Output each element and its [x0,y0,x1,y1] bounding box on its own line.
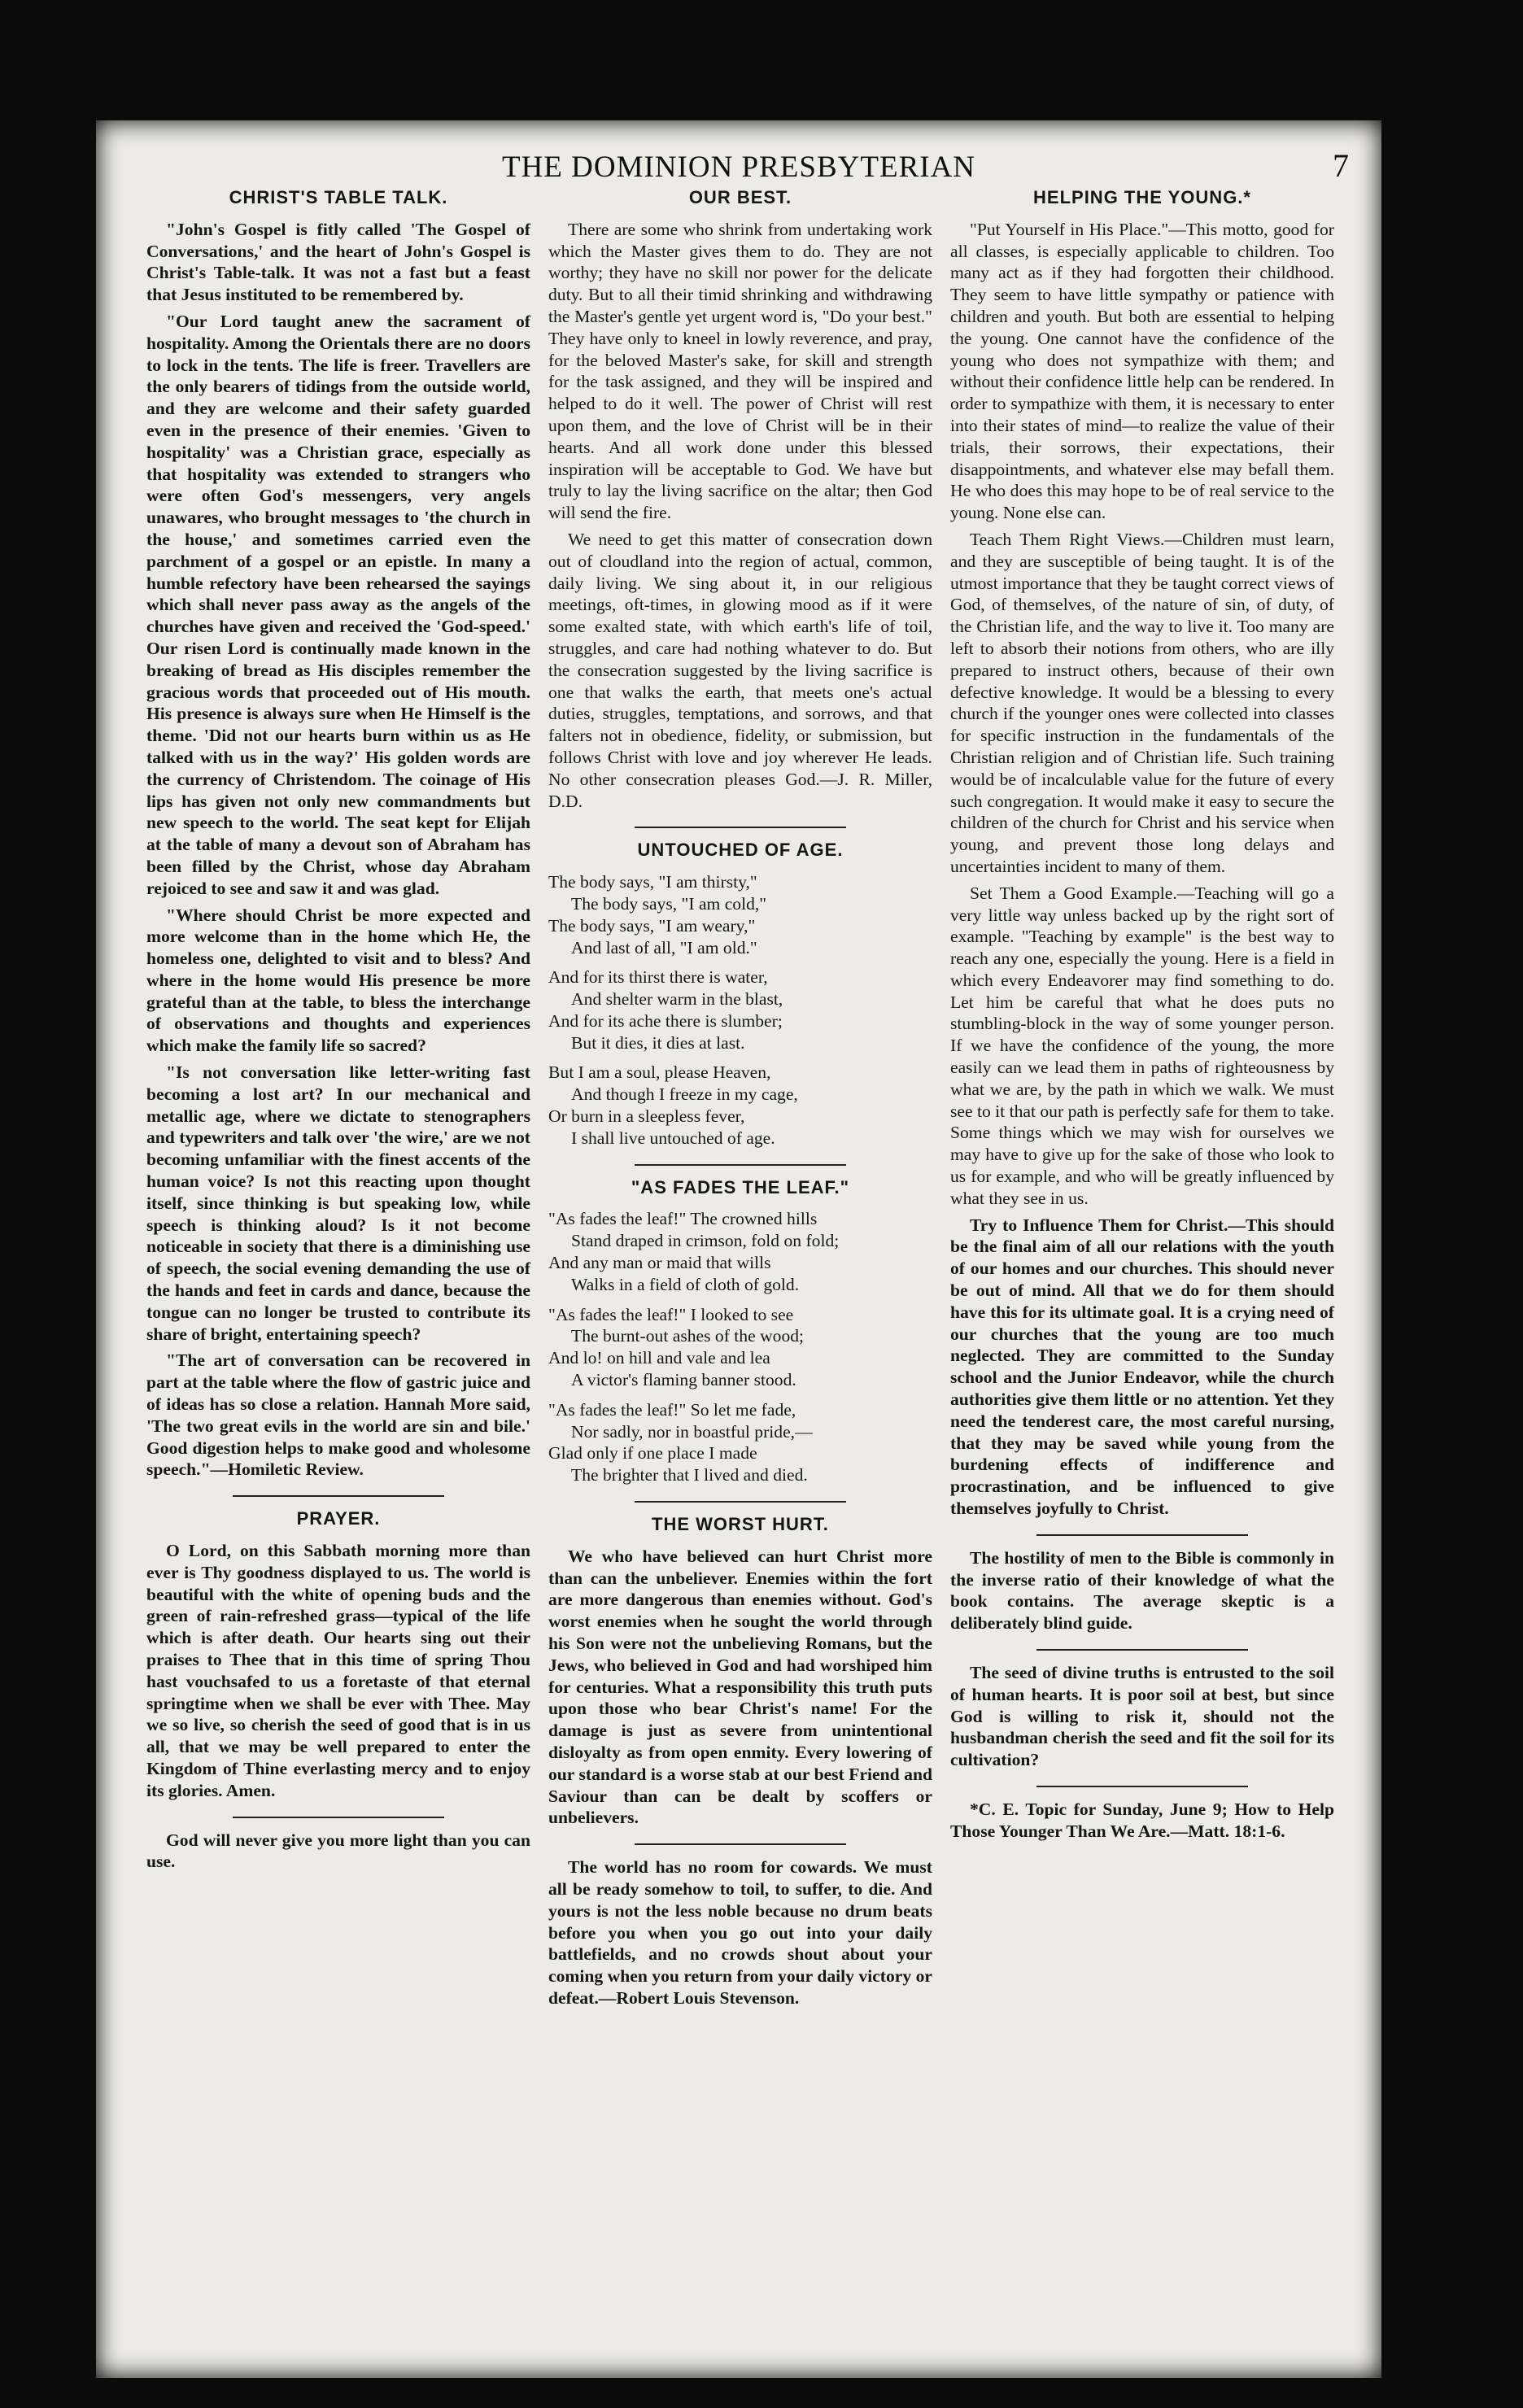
poem-line: And shelter warm in the blast, [571,989,783,1010]
article-paragraph: "John's Gospel is fitly called 'The Gospel of Conversations,' and the heart of John's Gospel is Christ's Table-talk. It was not a fast but a feast that Jesus instituted to be remembered by. [146,219,530,305]
poem-stanza [548,1062,932,1149]
poem-line: And any man or maid that wills [548,1253,771,1273]
poem-line: And last of all, "I am old." [571,937,757,958]
article-heading: OUR BEST. [688,187,792,207]
poem-line: And lo! on hill and vale and lea [548,1348,770,1368]
footnote: *C. E. Topic for Sunday, June 9; How to Help Those Younger Than We Are.—Matt. 18:1-6. [950,1799,1334,1841]
masthead [96,132,1381,184]
poem-line: Or burn in a sleepless fever, [548,1106,745,1127]
article-heading: HELPING THE YOUNG.* [1033,187,1251,207]
filler-paragraph: The seed of divine truths is entrusted to the soil of human hearts. It is poor soil at best, but since God is willing to risk it, should not the husbandman cherish the seed and fit the soil for its cultivation? [950,1663,1334,1770]
article-heading: THE WORST HURT. [652,1514,829,1535]
divider [233,1817,444,1818]
poem-stanza [548,1304,932,1391]
poem-line: The brighter that I lived and died. [571,1465,808,1485]
article-paragraph: "Put Yourself in His Place."—This motto, good for all classes, is especially applicable to children. Too many act as if they had forgotten their childhood. They seem to have little sympathy or patience with children and youth. But both are essential to helping the young. One cannot have the confidence of the young who does not sympathize with them; and without their confidence little help can be rendered. In order to sympathize with them, it is necessary to enter into their states of mind—to realize the value of their trials, their sorrows, their expectations, their disappointments, and whatever else may befall them. He who does this may hope to be of real service to the young. None else can. [950,219,1334,523]
poem-stanza [548,871,932,958]
poem-line: The burnt-out ashes of the wood; [571,1326,805,1346]
article-paragraph: We need to get this matter of consecration down out of cloudland into the region of actual, common, daily living. We sing about it, in our religious meetings, oft-times, in glowing mood as if it were some exalted state, with which earth's life of toil, struggles, and care had nothing whatever to do. But the consecration suggested by the living sacrifice is one that walks the earth, that meets one's actual duties, struggles, temptations, and sorrows, and that falters not in obedience, fidelity, or submission, but follows Christ with love and joy wherever He leads. No other consecration pleases God.—J. R. Miller, D.D. [548,529,932,811]
poem [548,871,932,1149]
article-paragraph: "The art of conversation can be recovered in part at the table where the flow of gastric juice and of ideas has so close a relation. Hannah More said, 'The two great evils in the world are sin and bile.' Good digestion helps to make good and wholesome speech."—Homiletic Review. [146,1350,530,1480]
poem-stanza [548,1399,932,1486]
poem-line: "As fades the leaf!" I looked to see [548,1304,794,1324]
divider [635,1164,846,1166]
poem-line: But I am a soul, please Heaven, [548,1062,771,1083]
poem-line: Glad only if one place I made [548,1443,757,1464]
poem-line: Nor sadly, nor in boastful pride,— [571,1421,813,1442]
newspaper-page [96,120,1381,2378]
poem-line: I shall live untouched of age. [571,1128,775,1148]
poem-line: Stand draped in crimson, fold on fold; [571,1231,840,1251]
article-paragraph: Set Them a Good Example.—Teaching will go a very little way unless backed up by the right sort of example. "Teaching by example" is the best way to reach any one, especially the young. Here is a field in which every Endeavorer may find something to do. Let him be careful that what he does puts no stumbling-block in the way of some younger person. If we have the confidence of the young, the more easily can we lead them in paths of righteousness by what we are, by the path in which we walk. We must see to it that our path is perfectly safe for them to take. Some things which we may wish for ourselves we may have to give up for the sake of those who look to us for example, and who will be greatly influenced by what they see in us. [950,883,1334,1208]
divider [635,827,846,828]
divider [635,1501,846,1503]
poem-heading: "AS FADES THE LEAF." [631,1176,850,1197]
column-left [146,187,530,1878]
article-paragraph: Teach Them Right Views.—Children must learn, and they are susceptible of being taught. It is of the utmost importance that they be taught correct views of God, of themselves, of the nature of sin, of duty, of the Christian life, and the way to live it. Too many are left to absorb their notions from others, who are illy prepared to instruct others, because of their own defective knowledge. It would be a blessing to every church if the younger ones were collected into classes for specific instruction in the fundamentals of the Christian religion and of Christian life. Such training would be of incalculable value for the future of every such congregation. It would make it easy to secure the children of the church for Christ and his service when young, and prevent those long delays and uncertainties incident to many of them. [950,529,1334,876]
poem-line: The body says, "I am cold," [571,893,767,914]
article-paragraph: "Is not conversation like letter-writing fast becoming a lost art? In our mechanical and metallic age, where we dictate to stenographers and typewriters and talk over 'the wire,' are we not becoming unfamiliar with the finest accents of the human voice? Is not this reacting upon thought itself, since thinking is but speaking low, while speech is thinking aloud? Is it not become noticeable in society that there is a diminishing use of speech, the social evening demanding the use of the hands and feet in cards and dance, because the tongue can no longer be trusted to contribute its share of bright, entertaining speech? [146,1062,530,1344]
article-paragraph: O Lord, on this Sabbath morning more than ever is Thy goodness displayed to us. The world is beautiful with the white of opening buds and the green of rain-refreshed grass—typical of the life which is after death. Our hearts sing out their praises to Thee that in this time of spring Thou hast vouchsafed to us a foretaste of that eternal springtime when we shall be ever with Thee. May we so live, so cherish the seed of good that is in us all, that we may be well prepared to enter the Kingdom of Thine everlasting mercy and to enjoy its glories. Amen. [146,1541,530,1800]
poem-line: And though I freeze in my cage, [571,1084,798,1105]
column-right [950,187,1334,1847]
newspaper-title: THE DOMINION PRESBYTERIAN [501,150,976,184]
poem-line: A victor's flaming banner stood. [571,1370,796,1390]
poem-line: The body says, "I am thirsty," [548,872,757,892]
poem-heading: UNTOUCHED OF AGE. [637,840,844,861]
article-paragraph: "Where should Christ be more expected and more welcome than in the home which He, the homeless one, delighted to visit and to bless? And where in the home would His presence be more grateful than at the table, to bless the interchange of observations and thoughts and experiences which make the family life so sacred? [146,905,530,1056]
column-middle [548,187,932,2014]
filler-paragraph: The hostility of men to the Bible is commonly in the inverse ratio of their knowledge of what the book contains. The average skeptic is a deliberately blind guide. [950,1547,1334,1634]
article-paragraph: There are some who shrink from undertaking work which the Master gives them to do. They are not worthy; they have no skill nor power for the delicate duty. But to all their timid shrinking and withdrawing the Master's gentle yet urgent word is, "Do your best." They have only to kneel in lowly reverence, and pray, for the beloved Master's sake, for skill and strength for the task assigned, and they will be inspired and helped to do it well. The power of Christ will rest upon them, and the love of Christ will be in their hearts. And all work done under this blessed inspiration will be acceptable to God. We have but truly to lay the living sacrifice on the altar; then God will send the fire. [548,219,932,523]
divider [233,1495,444,1497]
poem-stanza [548,966,932,1054]
page-number: 7 [1333,147,1349,184]
poem-line: But it dies, it dies at last. [571,1032,745,1053]
poem-line: Walks in a field of cloth of gold. [571,1274,800,1294]
poem-line: "As fades the leaf!" The crowned hills [548,1209,818,1229]
divider [1036,1786,1248,1787]
poem-line: And for its ache there is slumber; [548,1010,783,1031]
article-paragraph: We who have believed can hurt Christ more than can the unbeliever. Enemies within the fort are more dangerous than enemies without. God's worst enemies when he sought the world through his Son were not the unbelieving Romans, but the Jews, who believed in God and had worshiped him for centuries. What a responsibility this truth puts upon those who bear Christ's name! For the damage is just as severe from unintentional disloyalty as from open enmity. Every lowering of our standard is a worse stab at our best Friend and Saviour than can be dealt by scoffers or unbelievers. [548,1546,932,1828]
article-paragraph: Try to Influence Them for Christ.—This should be the final aim of all our relations with the youth of our homes and our churches. This should never be out of mind. All that we do for them should have this for its ultimate goal. It is a crying need of our churches that the young are too much neglected. They are committed to the Sunday school and the Junior Endeavor, while the church authorities give them little or no attention. Yet they need the tenderest care, the most careful nursing, that they may be saved while young from the burdening effects of indifference and procrastination, and be influenced to give themselves joyfully to Christ. [950,1215,1334,1519]
poem-stanza [548,1208,932,1295]
divider [1036,1649,1248,1651]
divider [635,1843,846,1845]
article-heading: CHRIST'S TABLE TALK. [229,187,448,207]
article-heading: PRAYER. [296,1508,381,1529]
article-paragraph: "Our Lord taught anew the sacrament of hospitality. Among the Orientals there are no doors to lock in the tents. The life is freer. Travellers are the only bearers of tidings from the outside world, and they are welcome and their safety guarded even in the presence of their enemies. 'Given to hospitality' was a Christian grace, especially as that hospitality was extended to strangers who were often God's messengers, very angels unawares, who brought messages to 'the church in the house,' and sometimes carried even the parchment of a gospel or an epistle. In many a humble refectory have been rehearsed the sayings which shall never pass away as the angels of the churches have given and received the 'God-speed.' Our risen Lord is continually made known in the breaking of bread as His disciples remember the gracious words that proceeded out of His mouth. His presence is always sure when He Himself is the theme. 'Did not our hearts burn within us as He talked with us in the way?' His golden words are the currency of Christendom. The coinage of His lips has given not only new commandments but new speech to the world. The seat kept for Elijah at the table of many a devout son of Abraham has been filled by the Christ, whose day Abraham rejoiced to see and saw it and was glad. [146,311,530,898]
poem-line: "As fades the leaf!" So let me fade, [548,1399,796,1420]
filler-paragraph: God will never give you more light than you can use. [146,1830,530,1872]
poem-line: The body says, "I am weary," [548,915,756,936]
filler-paragraph: The world has no room for cowards. We must all be ready somehow to toil, to suffer, to die. And yours is not the less noble because no drum beats before you when you go out into your daily battlefields, and no crowds shout about your coming when you return from your daily victory or defeat.—Robert Louis Stevenson. [548,1857,932,2008]
poem-line: And for its thirst there is water, [548,967,768,988]
divider [1036,1534,1248,1536]
poem [548,1208,932,1486]
